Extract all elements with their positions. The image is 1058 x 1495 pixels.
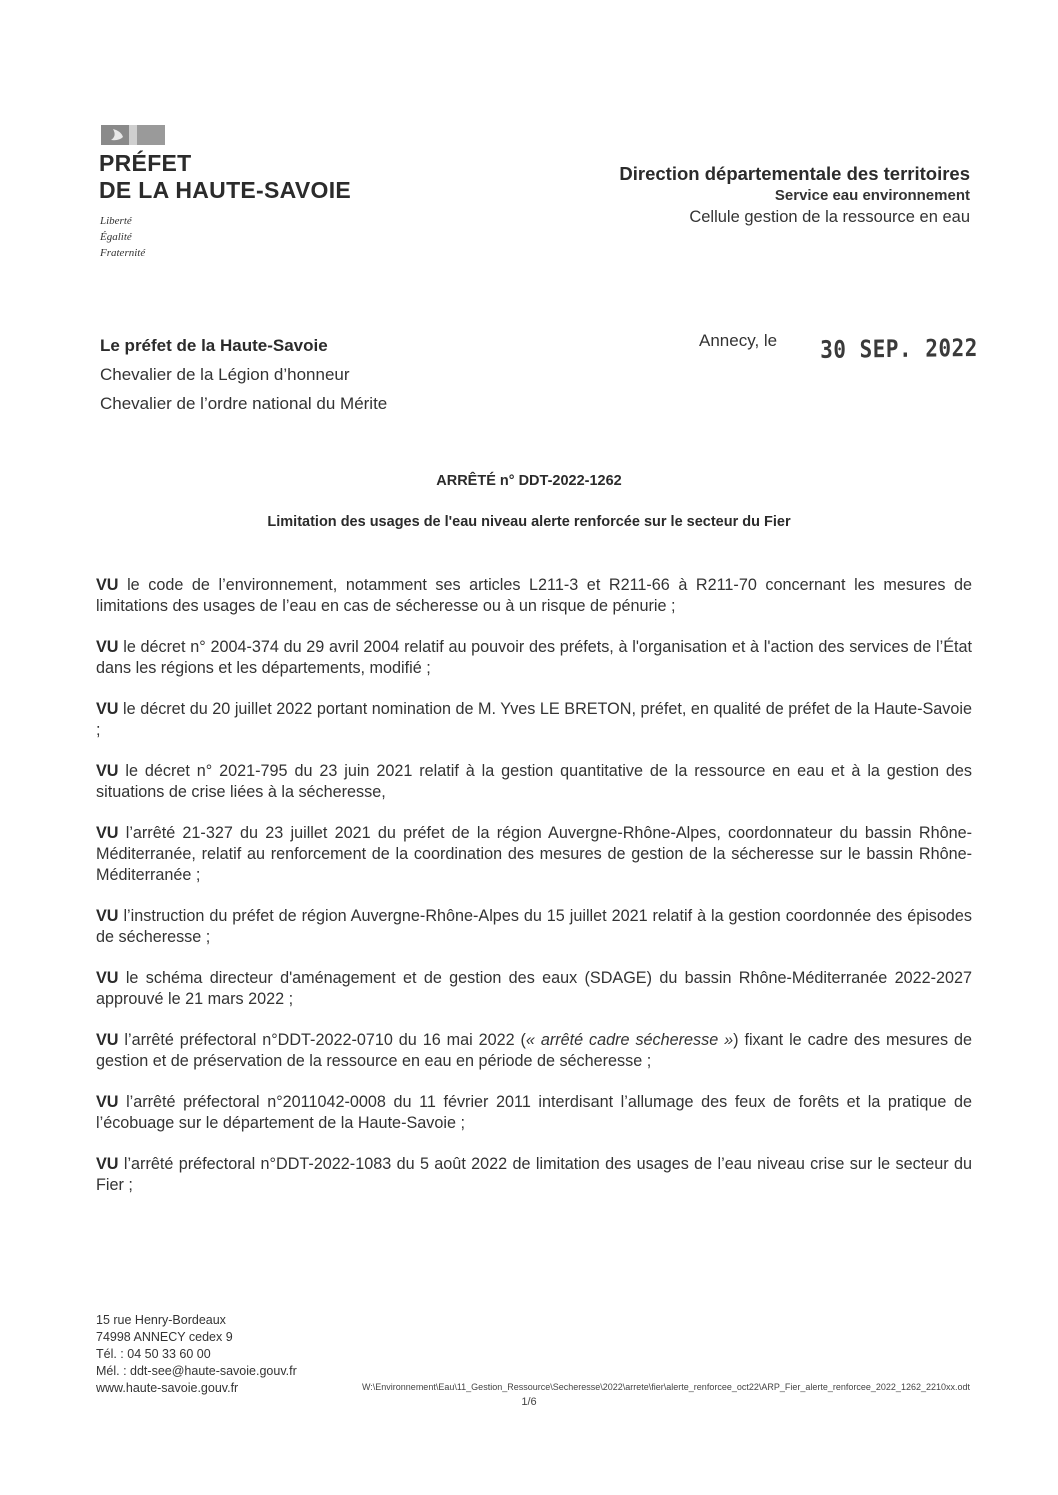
motto-liberte: Liberté — [100, 215, 132, 227]
arrete-number: ARRÊTÉ n° DDT-2022-1262 — [436, 473, 622, 489]
prefet-line-1: PRÉFET — [99, 150, 192, 176]
consideration-text: le décret n° 2021-795 du 23 juin 2021 relatif à la gestion quantitative de la ressource en eau et à la gestion des situations de crise liées à la sécheresse, — [96, 762, 972, 801]
consideration-item — [96, 575, 972, 617]
consideration-item — [96, 968, 972, 1010]
consideration-text: l’arrêté 21-327 du 23 juillet 2021 du préfet de la région Auvergne-Rhône-Alpes, coordonnateur du bassin Rhône-Méditerranée, relatif au renforcement de la coordination des mesures de gestion de la sécheresse sur le bassin Rhône-Méditerranée ; — [96, 824, 972, 884]
motto-egalite: Égalité — [100, 231, 132, 243]
consideration-item — [96, 761, 972, 803]
page-number: 1/6 — [521, 1396, 537, 1408]
consideration-text-after: ) fixant le cadre des mesures de gestion et de préservation de la ressource en eau en période de sécheresse ; — [96, 1031, 972, 1070]
date-place: Annecy, le — [699, 331, 778, 350]
address-line-2: 74998 ANNECY cedex 9 — [96, 1330, 233, 1344]
email-address: Mél. : ddt-see@haute-savoie.gouv.fr — [96, 1364, 297, 1378]
prefet-title — [99, 150, 351, 204]
vu-keyword: VU — [96, 824, 119, 842]
consideration-item — [96, 906, 972, 948]
vu-keyword: VU — [96, 1093, 119, 1111]
consideration-text: l’arrêté préfectoral n°DDT-2022-0710 du 16 mai 2022 ( — [118, 1031, 526, 1049]
consideration-text: le décret du 20 juillet 2022 portant nomination de M. Yves LE BRETON, préfet, en qualité de préfet de la Haute-Savoie ; — [96, 700, 972, 739]
vu-keyword: VU — [96, 700, 119, 718]
republic-motto — [100, 213, 145, 261]
prefect-block — [100, 331, 387, 418]
consideration-text: le schéma directeur d'aménagement et de gestion des eaux (SDAGE) du bassin Rhône-Méditerranée 2022-2027 approuvé le 21 mars 2022 ; — [96, 969, 972, 1008]
vu-keyword: VU — [96, 762, 119, 780]
consideration-item — [96, 1030, 972, 1072]
consideration-text: le décret n° 2004-374 du 29 avril 2004 relatif au pouvoir des préfets, à l'organisation et à l'action des services de l’État dans les régions et les départements, modifié ; — [96, 638, 972, 677]
consideration-item — [96, 699, 972, 741]
vu-keyword: VU — [96, 1155, 119, 1173]
vu-keyword: VU — [96, 1031, 119, 1049]
consideration-item — [96, 823, 972, 886]
prefet-line-2: DE LA HAUTE-SAVOIE — [99, 177, 352, 203]
consideration-text: l’instruction du préfet de région Auvergne-Rhône-Alpes du 15 juillet 2021 relatif à la gestion coordonnée des épisodes de sécheresse ; — [96, 907, 972, 946]
prefect-title-1: Chevalier de la Légion d’honneur — [100, 365, 350, 384]
prefect-title-2: Chevalier de l’ordre national du Mérite — [100, 394, 388, 413]
vu-keyword: VU — [96, 638, 119, 656]
consideration-text: l’arrêté préfectoral n°2011042-0008 du 11 février 2011 interdisant l’allumage des feux de forêts et la pratique de l’écobuage sur le département de la Haute-Savoie ; — [96, 1093, 972, 1132]
direction-name: Direction départementale des territoires — [619, 163, 970, 184]
vu-keyword: VU — [96, 907, 119, 925]
consideration-text: l’arrêté préfectoral n°DDT-2022-1083 du 5 août 2022 de limitation des usages de l’eau niveau crise sur le secteur du Fier ; — [96, 1155, 972, 1194]
footer-address — [96, 1312, 297, 1397]
website-url: www.haute-savoie.gouv.fr — [96, 1381, 239, 1395]
vu-keyword: VU — [96, 576, 119, 594]
file-path: W:\Environnement\Eau\11_Gestion_Ressource\Secheresse\2022\arrete\fier\alerte_renforcee_oct22\ARP_Fier_alerte_renforcee_2022_1262_2210xx.odt — [361, 1382, 970, 1392]
marianne-logo-icon — [101, 125, 165, 145]
phone-number: Tél. : 04 50 33 60 00 — [96, 1347, 211, 1361]
department-header — [619, 162, 970, 228]
arrete-subject: Limitation des usages de l'eau niveau alerte renforcée sur le secteur du Fier — [267, 514, 791, 530]
consideration-item — [96, 637, 972, 679]
address-line-1: 15 rue Henry-Bordeaux — [96, 1313, 226, 1327]
date-stamp: 30 SEP. 2022 — [820, 334, 978, 364]
consideration-emphasis: « arrêté cadre sécheresse » — [525, 1031, 734, 1049]
vu-keyword: VU — [96, 969, 119, 987]
motto-fraternite: Fraternité — [100, 247, 146, 259]
considerations-list — [96, 575, 972, 1216]
cellule-name: Cellule gestion de la ressource en eau — [689, 208, 970, 226]
consideration-text: le code de l’environnement, notamment ses articles L211-3 et R211-66 à R211-70 concernant les mesures de limitations des usages de l’eau en cas de sécheresse ou à un risque de pénurie ; — [96, 576, 972, 615]
consideration-item — [96, 1092, 972, 1134]
prefect-name: Le préfet de la Haute-Savoie — [100, 336, 328, 355]
service-name: Service eau environnement — [774, 187, 970, 204]
consideration-item — [96, 1154, 972, 1196]
